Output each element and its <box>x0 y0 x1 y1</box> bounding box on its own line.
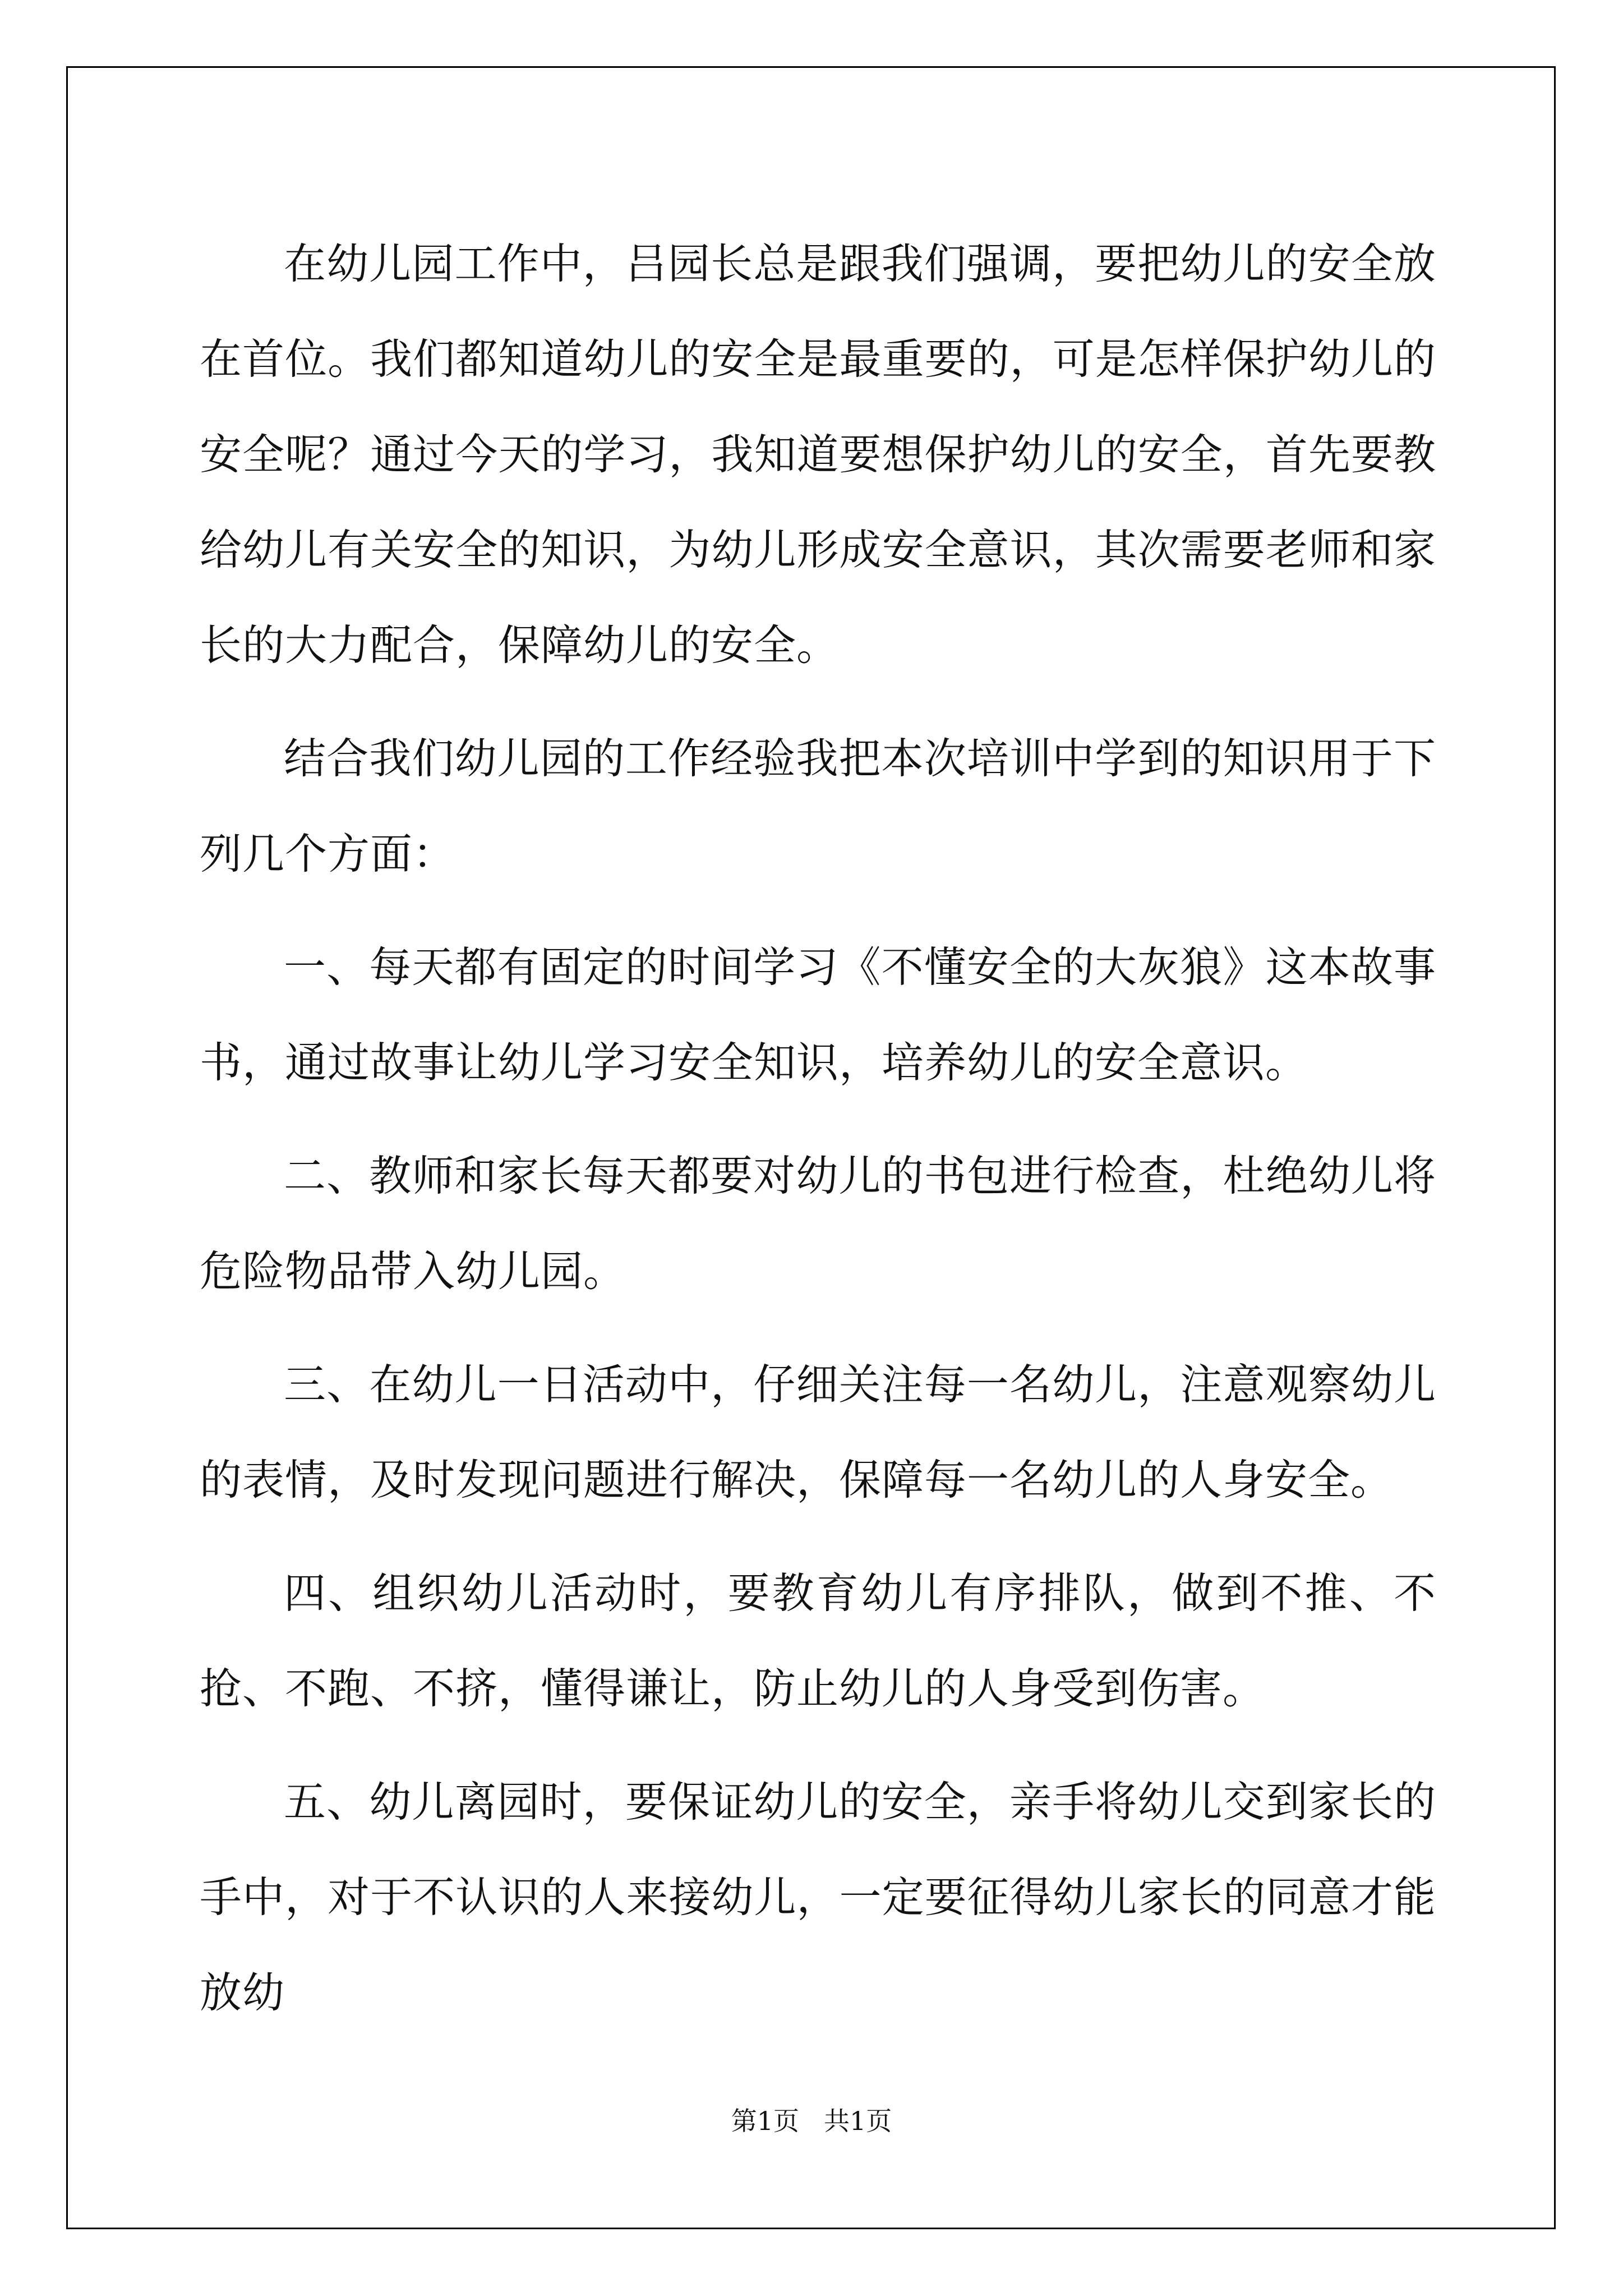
paragraph-7: 五、幼儿离园时，要保证幼儿的安全，亲手将幼儿交到家长的手中，对于不认识的人来接幼儿，一定要征得幼儿家长的同意才能放幼 <box>200 1777 1436 2017</box>
paragraph-5: 三、在幼儿一日活动中，仔细关注每一名幼儿，注意观察幼儿的表情，及时发现问题进行解决，保障每一名幼儿的人身安全。 <box>200 1360 1436 1504</box>
page-number: 第1页 <box>731 2106 800 2136</box>
footer-spacer <box>799 2106 824 2136</box>
page-total: 共1页 <box>823 2106 892 2136</box>
paragraph-2: 结合我们幼儿园的工作经验我把本次培训中学到的知识用于下列几个方面： <box>200 734 1436 878</box>
paragraph-6: 四、组织幼儿活动时，要教育幼儿有序排队，做到不推、不抢、不跑、不挤，懂得谦让，防止幼儿的人身受到伤害。 <box>200 1568 1436 1713</box>
paragraph-3: 一、每天都有固定的时间学习《不懂安全的大灰狼》这本故事书，通过故事让幼儿学习安全知识，培养幼儿的安全意识。 <box>200 942 1436 1087</box>
paragraph-4: 二、教师和家长每天都要对幼儿的书包进行检查，杜绝幼儿将危险物品带入幼儿园。 <box>200 1151 1436 1296</box>
document-body <box>200 216 1436 2058</box>
paragraph-1: 在幼儿园工作中，吕园长总是跟我们强调，要把幼儿的安全放在首位。我们都知道幼儿的安全是最重要的，可是怎样保护幼儿的安全呢？通过今天的学习，我知道要想保护幼儿的安全，首先要教给幼儿有关安全的知识，为幼儿形成安全意识，其次需要老师和家长的大力配合，保障幼儿的安全。 <box>200 239 1436 670</box>
page-footer <box>0 2101 1623 2138</box>
